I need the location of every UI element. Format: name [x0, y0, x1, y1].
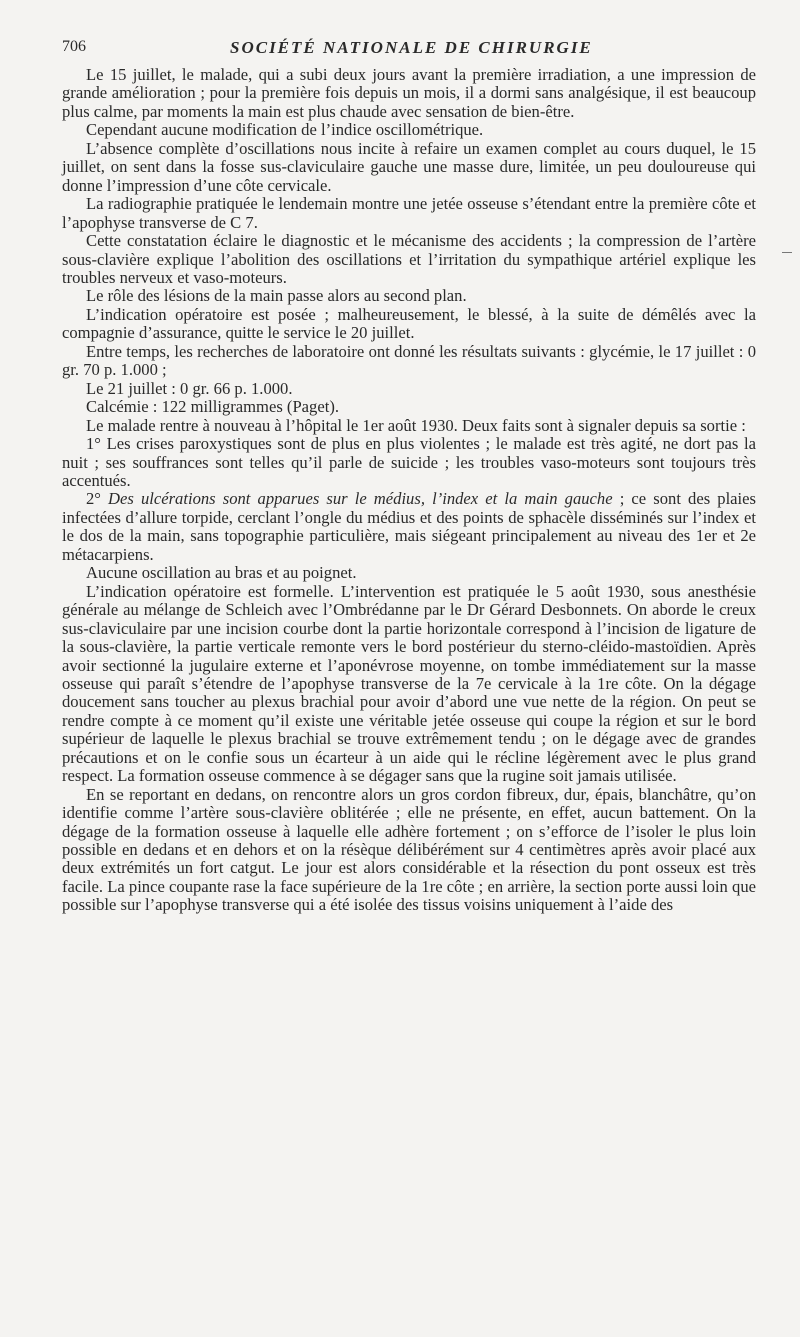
- paragraph: Cependant aucune modification de l’indice oscillométrique.: [86, 120, 484, 140]
- paragraph: La radiographie pratiquée le lendemain montre une jetée osseuse s’étendant entre la première côte et l’apophyse transverse de C 7.: [62, 194, 756, 232]
- paragraph: Le rôle des lésions de la main passe alors au second plan.: [86, 286, 467, 306]
- paragraph: Le malade rentre à nouveau à l’hôpital le 1er août 1930. Deux faits sont à signaler depuis sa sortie :: [86, 415, 746, 435]
- paragraph: L’indication opératoire est posée ; malheureusement, le blessé, à la suite de démêlés avec la compagnie d’assurance, quitte le service le 20 juillet.: [62, 304, 756, 343]
- paragraph: En se reportant en dedans, on rencontre alors un gros cordon fibreux, dur, épais, blanchâtre, qu’on identifie comme l’artère sous-clavière oblitérée ; elle ne présente, en effet, aucun battement. On la dégage de la formation osseuse à laquelle elle adhère fortement ; on s’efforce de l’isoler le plus loin possible en dedans et en dehors et on la résèque délibérément sur 4 centimètres après avoir placé aux deux extrémités un fort catgut. Le jour est alors considérable et la résection du pont osseux est très facile. La pince coupante rase la face supérieure de la 1re côte ; en arrière, la section porte aussi loin que possible sur l’apophyse transverse qui a été isolée des tissus voisins uniquement à l’aide des: [62, 784, 756, 915]
- running-title: SOCIÉTÉ NATIONALE DE CHIRURGIE: [230, 38, 593, 57]
- paragraph: L’indication opératoire est formelle. L’intervention est pratiquée le 5 août 1930, sous anesthésie générale au mélange de Schleich avec l’Ombrédanne par le Dr Gérard Desbonnets. On aborde le creux sus-claviculaire par une incision courbe dont la partie horizontale correspond à l’incision de ligature de la sous-clavière, la partie verticale remonte vers le bord postérieur du sterno-cléido-mastoïdien. Après avoir sectionné la jugulaire externe et l’aponévrose moyenne, on tombe immédiatement sur la masse osseuse qui paraît s’étendre de l’apophyse transverse de la 7e cervicale à la 1re côte. On la dégage doucement sans toucher au plexus brachial pour avoir d’abord une vue nette de la région. On peut se rendre compte à ce moment qu’il existe une véritable jetée osseuse qui coupe la région et sur le bord supérieur de laquelle le plexus brachial se trouve extrêmement tendu ; on le dégage avec de grandes précautions et on le confie sous un écarteur à un aide qui le récline légèrement avec le plus grand respect. La formation osseuse commence à se dégager sans que la rugine soit jamais utilisée.: [62, 581, 756, 786]
- margin-mark: [782, 252, 792, 253]
- paragraph: Aucune oscillation au bras et au poignet.: [86, 563, 357, 583]
- page-number: 706: [62, 38, 86, 55]
- page: [62, 38, 756, 915]
- list-number: 2°: [86, 489, 109, 509]
- paragraph-ulcerations: [62, 490, 756, 564]
- paragraph-text: ; ce sont des plaies infectées d’allure torpide, cerclant l’ongle du médius et des points de sphacèle disséminés sur l’index et le dos de la main, sans topographie particulière, mais siégeant principalement au niveau des 1er et 2e métacarpiens.: [62, 489, 756, 564]
- paragraph: Entre temps, les recherches de laboratoire ont donné les résultats suivants : glycémie, le 17 juillet : 0 gr. 70 p. 1.000 ;: [62, 341, 756, 380]
- paragraph: 1° Les crises paroxystiques sont de plus en plus violentes ; le malade est très agité, ne dort pas la nuit ; ses souffrances sont telles qu’il parle de suicide ; les troubles vaso-moteurs sont toujours très accentués.: [62, 434, 756, 490]
- page-header: [62, 38, 756, 66]
- paragraph: Le 15 juillet, le malade, qui a subi deux jours avant la première irradiation, a une impression de grande amélioration ; pour la première fois depuis un mois, il a dormi sans analgésique, il est beaucoup plus calme, par moments la main est plus chaude avec sensation de bien-être.: [62, 65, 756, 121]
- italic-heading: Des ulcérations sont apparues sur le médius, l’index et la main gauche: [108, 489, 613, 509]
- paragraph: Cette constatation éclaire le diagnostic et le mécanisme des accidents ; la compression de l’artère sous-clavière explique l’abolition des oscillations et l’irritation du sympathique artériel explique les troubles nerveux et vaso-moteurs.: [62, 231, 756, 287]
- paragraph: Le 21 juillet : 0 gr. 66 p. 1.000.: [86, 378, 293, 398]
- paragraph: L’absence complète d’oscillations nous incite à refaire un examen complet au cours duquel, le 15 juillet, on sent dans la fosse sus-claviculaire gauche une masse dure, limitée, un peu douloureuse qui donne l’impression d’une côte cervicale.: [62, 138, 756, 195]
- article-body: [62, 66, 756, 915]
- paragraph: Calcémie : 122 milligrammes (Paget).: [86, 397, 339, 417]
